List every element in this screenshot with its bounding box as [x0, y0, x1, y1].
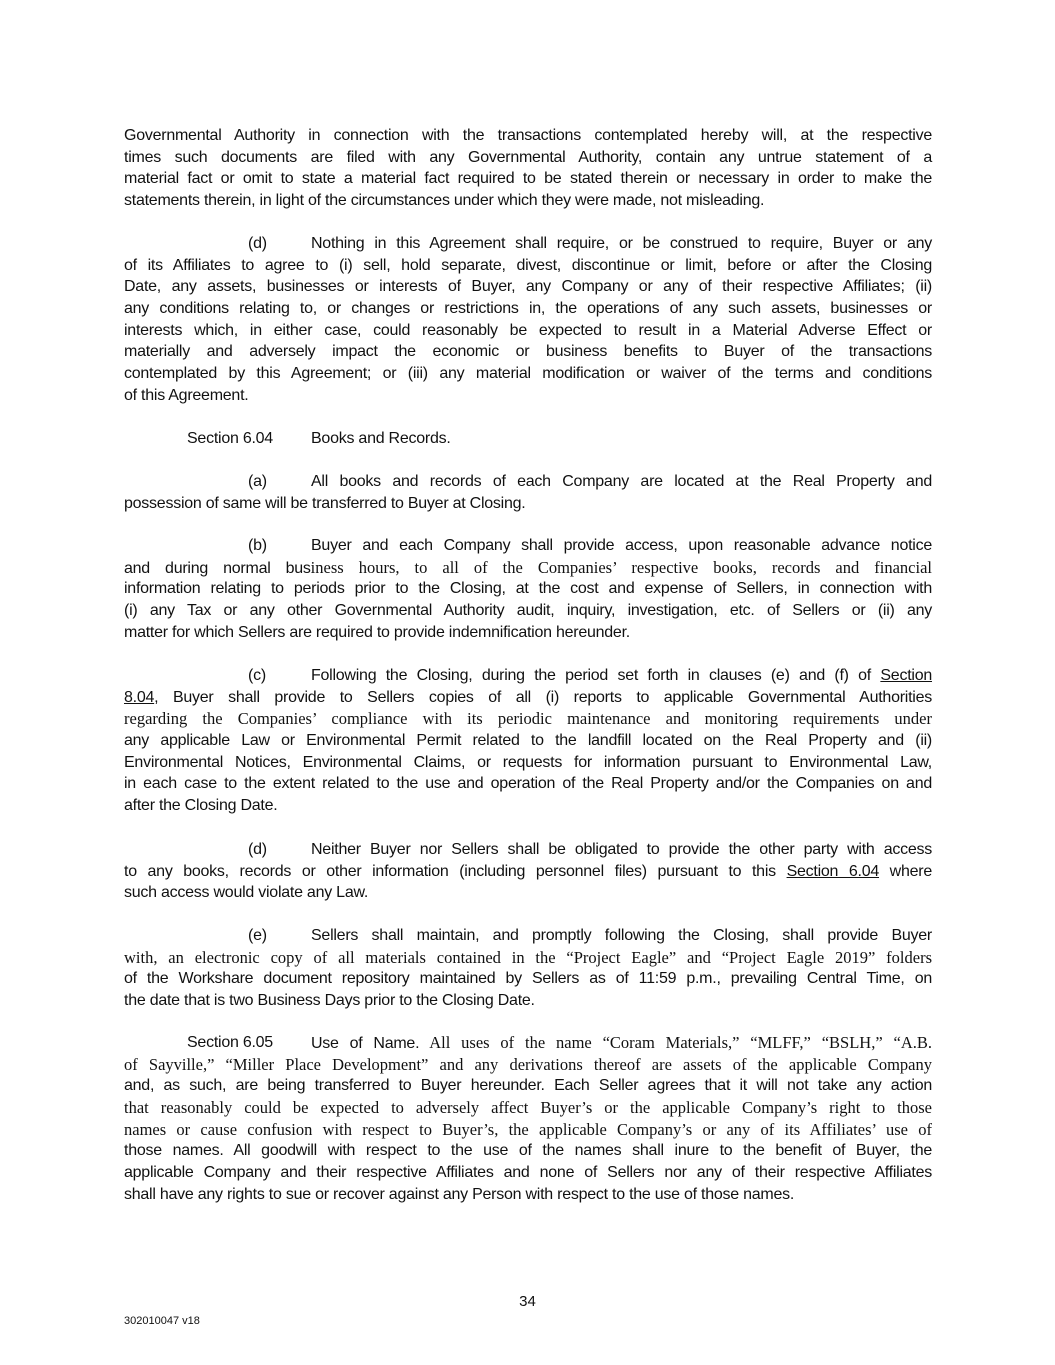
- text-segment: Sellers shall maintain, and promptly following the Closing, shall provide Buyer: [311, 927, 932, 944]
- text-segment: statements therein, in light of the circumstances under which they were made, not misleading.: [124, 192, 765, 210]
- text-segment: Buyer and each Company shall provide access, upon reasonable advance notice: [311, 537, 932, 554]
- text-line: [124, 125, 932, 147]
- text-line: [124, 1184, 932, 1206]
- paragraph: [124, 471, 932, 514]
- text-segment: of this Agreement.: [124, 386, 249, 404]
- text-segment: such access would violate any Law.: [124, 884, 369, 902]
- page-number: 34: [519, 1293, 536, 1310]
- text-segment: matter for which Sellers are required to provide indemnification hereunder.: [124, 623, 630, 641]
- text-segment: in each case to the extent related to the use and operation of the Real Property and/or the Companies on and: [124, 775, 932, 793]
- text-line: [248, 471, 932, 493]
- paragraph: [124, 233, 932, 407]
- text-line: [124, 1054, 932, 1076]
- text-segment: of the Workshare document repository maintained by Sellers as of 11:59 p.m., prevailing Central Time, on: [124, 970, 932, 988]
- text-segment: Books and Records.: [311, 430, 451, 447]
- clause-marker: (e): [248, 927, 267, 944]
- text-segment: times such documents are filed with any Governmental Authority, contain any untrue statement of a: [124, 148, 932, 166]
- text-line: [248, 233, 932, 255]
- text-segment: that reasonably could be expected to adversely affect Buyer’s or the applicable Company’s right to those: [124, 1098, 932, 1118]
- text-line: [124, 168, 932, 190]
- text-line: [124, 730, 932, 752]
- text-line: [124, 968, 932, 990]
- text-line: [124, 600, 932, 622]
- text-segment: Use of Name.: [311, 1035, 420, 1052]
- text-segment: interests which, in either case, could reasonably be expected to result in a Material Adverse Effect or: [124, 321, 932, 339]
- paragraph: [124, 839, 932, 904]
- text-segment: contemplated by this Agreement; or (iii) any material modification or waiver of the terms and conditions: [124, 365, 932, 383]
- text-line: [124, 363, 932, 385]
- text-segment: shall have any rights to sue or recover against any Person with respect to the use of those names.: [124, 1185, 795, 1203]
- section-number: Section 6.05: [187, 1034, 273, 1051]
- paragraph: [124, 665, 932, 817]
- text-segment: All books and records of each Company are located at the Real Property and: [311, 473, 932, 490]
- text-line: [124, 773, 932, 795]
- text-segment: where: [879, 862, 933, 880]
- text-segment: any conditions relating to, or changes or restrictions in, the operations of any such assets, businesses or: [124, 300, 932, 318]
- text-segment: materially and adversely impact the economic or business benefits to Buyer of the transactions: [124, 343, 932, 361]
- text-line: [124, 320, 932, 342]
- clause-marker: (c): [248, 667, 266, 684]
- text-line: [124, 1097, 932, 1119]
- clause-marker: (b): [248, 537, 267, 554]
- paragraph: [124, 925, 932, 1012]
- text-segment: names or cause confusion with respect to Buyer’s, the applicable Company’s or any of its Affiliates’ use of: [124, 1119, 932, 1139]
- text-segment: after the Closing Date.: [124, 797, 278, 815]
- text-line: [124, 1162, 932, 1184]
- text-line: [124, 990, 932, 1012]
- text-line: [124, 687, 932, 709]
- text-line: [248, 535, 932, 557]
- text-segment: applicable Company and their respective Affiliates and none of Sellers nor any of their respective Affiliates: [124, 1164, 932, 1182]
- text-segment: and, as such, are being transferred to Buyer hereunder. Each Seller agrees that it will not take any action: [124, 1077, 932, 1095]
- text-line: [124, 1119, 932, 1141]
- paragraph: [124, 535, 932, 643]
- text-segment: those names. All goodwill with respect to the use of the names shall inure to the benefit of Buyer, the: [124, 1142, 932, 1160]
- text-segment: possession of same will be transferred to Buyer at Closing.: [124, 494, 526, 512]
- text-line: [124, 493, 932, 515]
- text-line: [124, 882, 932, 904]
- text-segment: Date, any assets, businesses or interests of Buyer, any Company or any of their respective Affiliates; (ii): [124, 278, 932, 296]
- section-reference: Section 6.04: [786, 862, 879, 880]
- text-segment: of its Affiliates to agree to (i) sell, hold separate, divest, discontinue or limit, before or after the Closing: [124, 256, 932, 274]
- text-line: [124, 298, 932, 320]
- clause-marker: (a): [248, 473, 267, 490]
- text-line: [124, 622, 932, 644]
- text-line: [124, 190, 932, 212]
- section-reference: 8.04: [124, 688, 155, 706]
- text-segment: the date that is two Business Days prior to the Closing Date.: [124, 992, 535, 1010]
- text-segment: , Buyer shall provide to Sellers copies of all (i) reports to applicable Governmental Authorities: [154, 688, 932, 706]
- text-segment: Neither Buyer nor Sellers shall be obligated to provide the other party with access: [311, 841, 932, 858]
- text-line: [248, 665, 932, 687]
- section-number: Section 6.04: [187, 430, 273, 447]
- text-segment: Governmental Authority in connection with the transactions contemplated hereby will, at the respective: [124, 127, 932, 144]
- text-line: [187, 428, 932, 450]
- text-line: [124, 385, 932, 407]
- text-segment: Environmental Notices, Environmental Claims, or requests for information pursuant to Environmental Law,: [124, 753, 932, 771]
- text-segment: iness hours, to all of the Companies’ respective books, records and financial: [310, 557, 932, 577]
- text-line: [248, 839, 932, 861]
- text-segment: with, an electronic copy of all materials contained in the “Project Eagle” and “Project Eagle 2019” folders: [124, 947, 932, 967]
- text-line: [124, 752, 932, 774]
- section-paragraph: [124, 1032, 932, 1206]
- text-line: [124, 557, 932, 579]
- text-line: [248, 925, 932, 947]
- text-segment: to any books, records or other information (including personnel files) pursuant to this: [124, 862, 787, 880]
- text-line: [124, 578, 932, 600]
- text-line: [124, 795, 932, 817]
- text-segment: and during normal bus: [124, 559, 311, 577]
- text-segment: Following the Closing, during the period set forth in clauses (e) and (f) of: [311, 667, 881, 684]
- text-line: [124, 1075, 932, 1097]
- text-line: [124, 861, 932, 883]
- text-segment: information relating to periods prior to the Closing, at the cost and expense of Sellers, in connection with: [124, 580, 932, 598]
- text-segment: material fact or omit to state a material fact required to be stated therein or necessary in order to make the: [124, 170, 932, 188]
- document-id: 302010047 v18: [124, 1315, 200, 1327]
- text-segment: Nothing in this Agreement shall require, or be construed to require, Buyer or any: [311, 235, 932, 252]
- clause-marker: (d): [248, 235, 267, 252]
- clause-marker: (d): [248, 841, 267, 858]
- text-segment: regarding the Companies’ compliance with its periodic maintenance and monitoring requirements under: [124, 709, 932, 729]
- text-segment: any applicable Law or Environmental Permit related to the landfill located on the Real Property and (ii): [124, 732, 932, 750]
- text-line: [124, 1140, 932, 1162]
- text-line: [124, 147, 932, 169]
- text-line: [124, 276, 932, 298]
- section-paragraph: [124, 428, 932, 450]
- text-line: [124, 708, 932, 730]
- paragraph: [124, 125, 932, 212]
- text-segment: of Sayville,” “Miller Place Development” and any derivations thereof are assets of the applicable Company: [124, 1054, 932, 1074]
- section-reference: Section: [880, 667, 932, 684]
- text-segment: All uses of the name “Coram Materials,” “MLFF,” “BSLH,” “A.B.: [419, 1033, 932, 1052]
- text-segment: (i) any Tax or any other Governmental Authority audit, inquiry, investigation, etc. of Sellers or (ii) any: [124, 602, 932, 620]
- text-line: [124, 255, 932, 277]
- text-line: [187, 1032, 932, 1054]
- text-line: [124, 341, 932, 363]
- text-line: [124, 947, 932, 969]
